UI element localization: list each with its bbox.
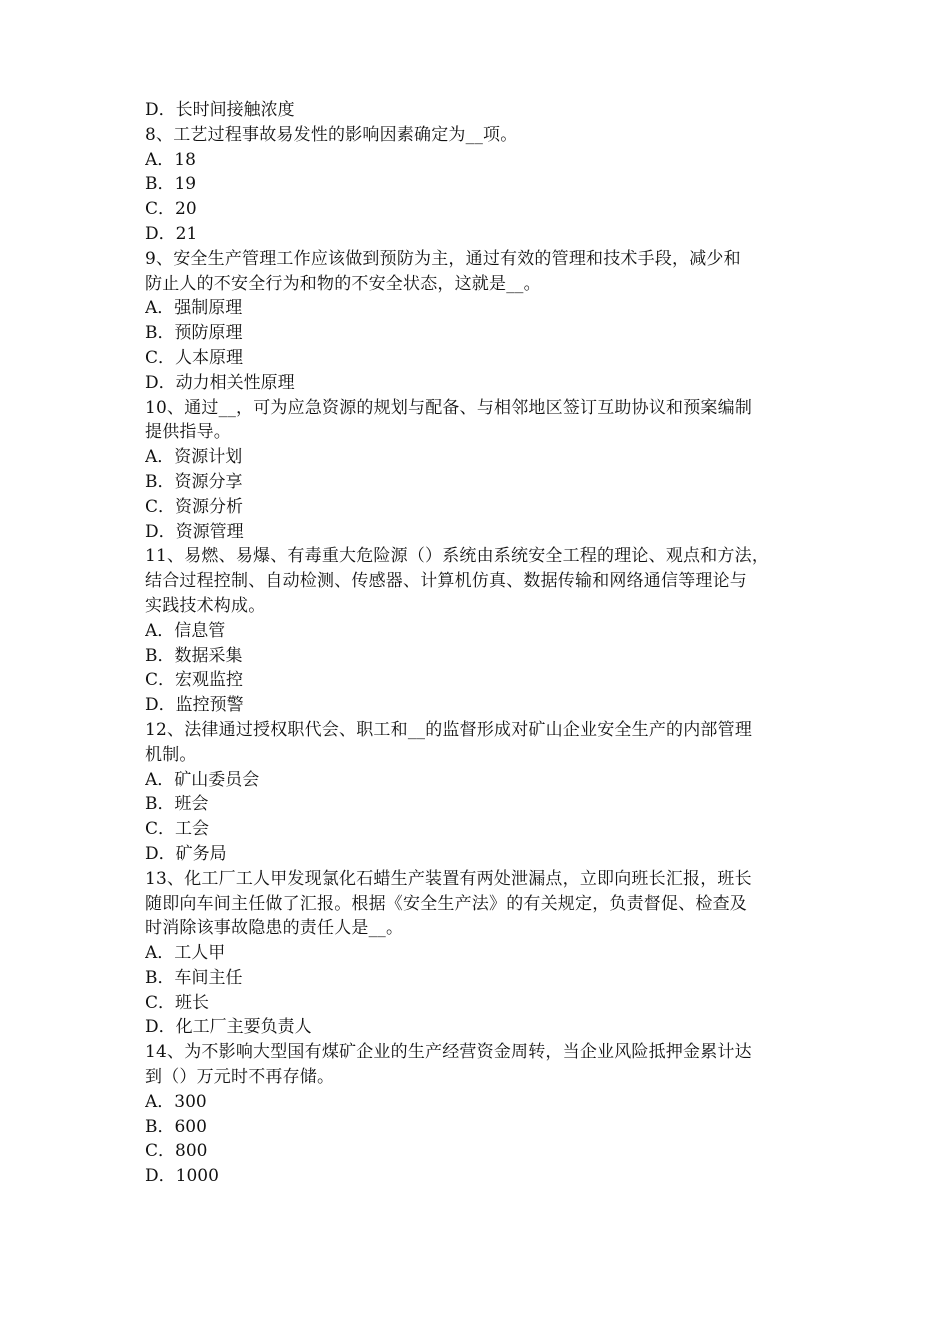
question-stem [145, 1040, 825, 1090]
question-13 [145, 867, 825, 1041]
option-a: A．信息管 [145, 620, 226, 641]
option-d: D．21 [145, 223, 198, 244]
stem-line: 9、安全生产管理工作应该做到预防为主，通过有效的管理和技术手段，减少和 [145, 248, 741, 269]
option-d: D．1000 [145, 1166, 219, 1187]
option-c: C．人本原理 [145, 347, 244, 368]
leading-option: D．长时间接触浓度 [145, 100, 295, 120]
option-a: A．强制原理 [145, 298, 243, 319]
question-stem [145, 718, 825, 768]
stem-line: 14、为不影响大型国有煤矿企业的生产经营资金周转，当企业风险抵押金累计达 [145, 1042, 752, 1063]
stem-line: 13、化工厂工人甲发现氯化石蜡生产装置有两处泄漏点，立即向班长汇报，班长 [145, 868, 752, 889]
question-8 [145, 123, 825, 247]
option-d: D．矿务局 [145, 843, 227, 864]
stem-line: 机制。 [145, 744, 197, 765]
option-c: C．宏观监控 [145, 670, 244, 691]
option-c: C．800 [145, 1141, 208, 1162]
question-12 [145, 718, 825, 867]
option-b: B．600 [145, 1116, 207, 1137]
option-b: B．资源分享 [145, 471, 243, 492]
option-b: B．数据采集 [145, 645, 243, 666]
option-c: C．班长 [145, 992, 210, 1013]
stem-line: 11、易燃、易爆、有毒重大危险源（）系统由系统安全工程的理论、观点和方法， [145, 546, 770, 567]
option-b: B．班会 [145, 794, 209, 815]
option-a: A．18 [145, 149, 196, 170]
stem-line: 实践技术构成。 [145, 595, 266, 616]
question-stem [145, 247, 825, 297]
stem-line: 时消除该事故隐患的责任人是__。 [145, 918, 404, 939]
option-b: B．车间主任 [145, 967, 243, 988]
stem-line: 8、工艺过程事故易发性的影响因素确定为__项。 [145, 124, 518, 145]
question-stem [145, 544, 825, 618]
question-9 [145, 247, 825, 396]
option-c: C．工会 [145, 819, 210, 840]
option-d: D．动力相关性原理 [145, 372, 295, 393]
option-d: D．监控预警 [145, 695, 244, 716]
stem-line: 提供指导。 [145, 422, 231, 443]
stem-line: 结合过程控制、自动检测、传感器、计算机仿真、数据传输和网络通信等理论与 [145, 571, 747, 592]
question-14 [145, 1040, 825, 1189]
question-stem [145, 396, 825, 446]
stem-line: 随即向车间主任做了汇报。根据《安全生产法》的有关规定，负责督促、检查及 [145, 893, 747, 914]
option-a: A．矿山委员会 [145, 769, 260, 790]
option-b: B．19 [145, 174, 197, 195]
stem-line: 10、通过__，可为应急资源的规划与配备、与相邻地区签订互助协议和预案编制 [145, 397, 753, 418]
option-c: C．20 [145, 199, 197, 220]
option-a: A．资源计划 [145, 447, 243, 468]
question-stem [145, 867, 825, 941]
question-stem [145, 123, 825, 148]
stem-line: 到（）万元时不再存储。 [145, 1067, 335, 1088]
stem-line: 12、法律通过授权职代会、职工和__的监督形成对矿山企业安全生产的内部管理 [145, 719, 753, 740]
document-body [145, 98, 825, 1189]
option-b: B．预防原理 [145, 323, 243, 344]
option-a: A．工人甲 [145, 943, 226, 964]
option-c: C．资源分析 [145, 496, 244, 517]
question-10 [145, 396, 825, 545]
option-a: A．300 [145, 1091, 207, 1112]
question-11 [145, 544, 825, 718]
stem-line: 防止人的不安全行为和物的不安全状态，这就是__。 [145, 273, 541, 294]
option-d: D．化工厂主要负责人 [145, 1017, 312, 1038]
option-d: D．资源管理 [145, 521, 244, 542]
